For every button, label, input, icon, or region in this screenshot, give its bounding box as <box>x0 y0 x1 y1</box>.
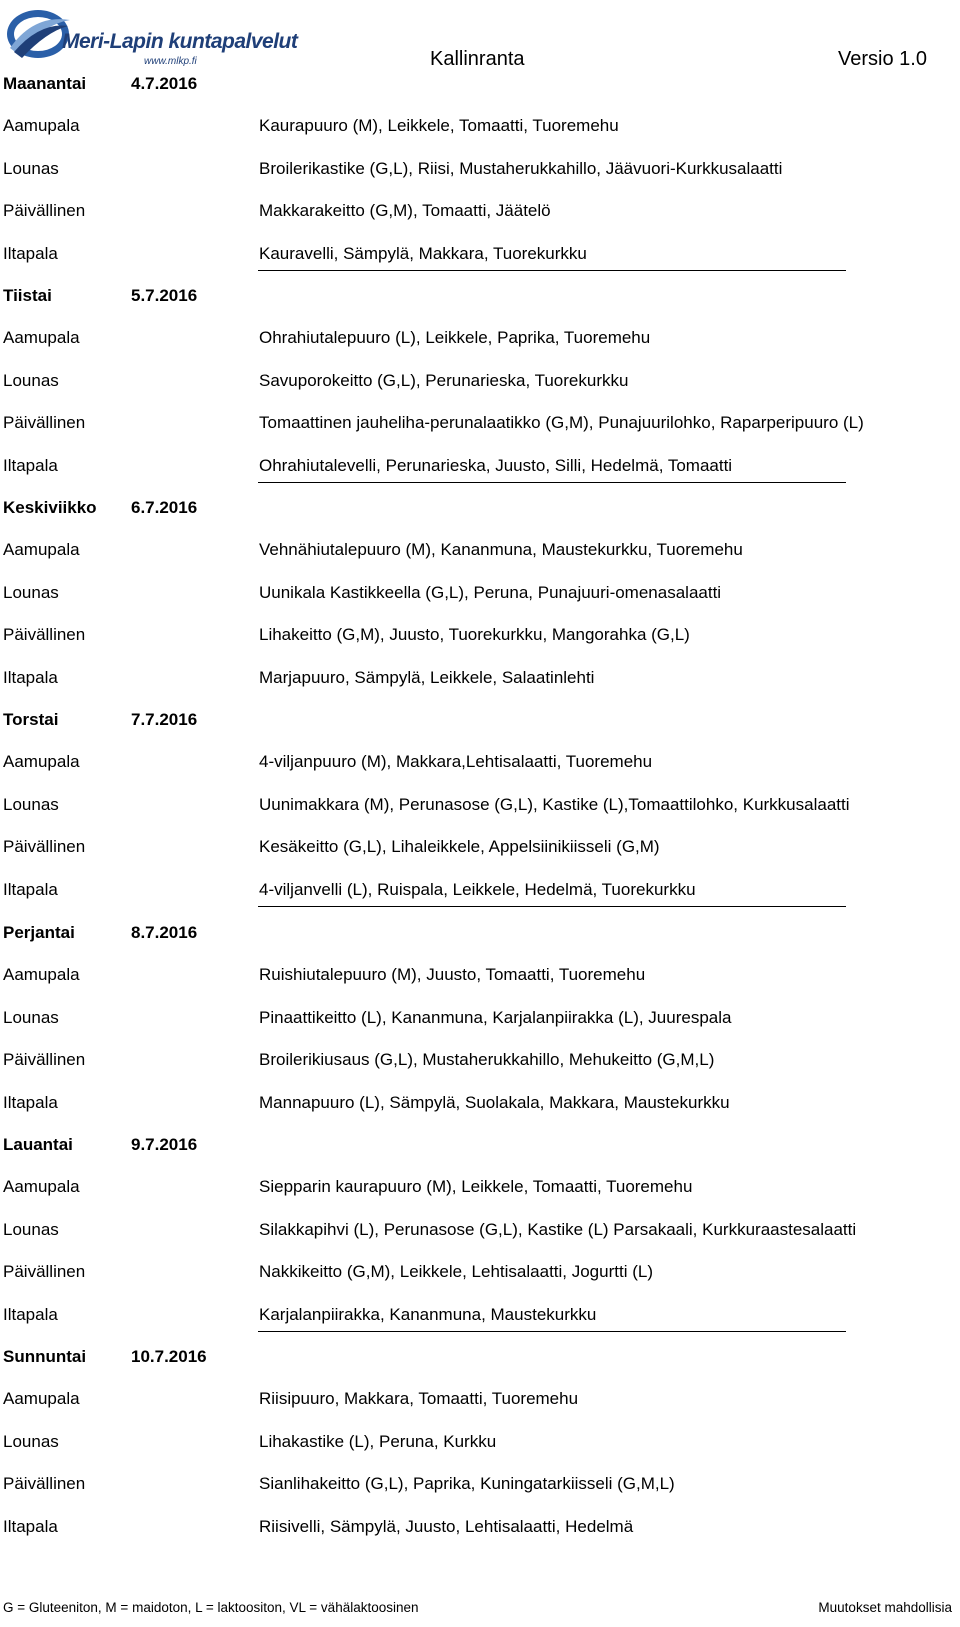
meal-items: Lihakastike (L), Peruna, Kurkku <box>259 1432 497 1451</box>
meal-label: Lounas <box>3 1432 59 1451</box>
location-title: Kallinranta <box>430 48 525 70</box>
logo-url: www.mlkp.fi <box>144 56 197 67</box>
meal-items: Riisipuuro, Makkara, Tomaatti, Tuoremehu <box>259 1389 579 1408</box>
meal-items: Broilerikiusaus (G,L), Mustaherukkahillo, Mehukeitto (G,M,L) <box>259 1050 715 1069</box>
day-divider <box>258 270 846 271</box>
meal-items: 4-viljanpuuro (M), Makkara,Lehtisalaatti, Tuoremehu <box>259 752 653 771</box>
day-divider <box>258 1331 846 1332</box>
meal-items: Marjapuuro, Sämpylä, Leikkele, Salaatinlehti <box>259 668 595 687</box>
day-date: 6.7.2016 <box>131 498 198 517</box>
meal-label: Iltapala <box>3 880 58 899</box>
day-divider <box>258 482 846 483</box>
meal-label: Iltapala <box>3 1517 58 1536</box>
meal-label: Päivällinen <box>3 625 86 644</box>
meal-items: Vehnähiutalepuuro (M), Kananmuna, Maustekurkku, Tuoremehu <box>259 540 743 559</box>
day-date: 10.7.2016 <box>131 1347 207 1366</box>
day-date: 9.7.2016 <box>131 1135 198 1154</box>
day-date: 7.7.2016 <box>131 710 198 729</box>
meal-label: Iltapala <box>3 668 58 687</box>
day-name: Lauantai <box>3 1135 73 1154</box>
logo-text: Meri-Lapin kuntapalvelut <box>62 30 298 53</box>
meal-label: Aamupala <box>3 116 80 135</box>
meal-label: Lounas <box>3 795 59 814</box>
meal-items: Uunimakkara (M), Perunasose (G,L), Kastike (L),Tomaattilohko, Kurkkusalaatti <box>259 795 850 814</box>
meal-items: Ohrahiutalevelli, Perunarieska, Juusto, Silli, Hedelmä, Tomaatti <box>259 456 733 475</box>
meal-label: Päivällinen <box>3 1050 86 1069</box>
version-label: Versio 1.0 <box>838 48 927 70</box>
meal-label: Lounas <box>3 159 59 178</box>
meal-items: Ruishiutalepuuro (M), Juusto, Tomaatti, Tuoremehu <box>259 965 646 984</box>
meal-label: Päivällinen <box>3 1262 86 1281</box>
diet-legend: G = Gluteeniton, M = maidoton, L = laktoositon, VL = vähälaktoosinen <box>3 1600 419 1615</box>
day-date: 4.7.2016 <box>131 74 198 93</box>
meal-label: Iltapala <box>3 456 58 475</box>
meal-items: Siepparin kaurapuuro (M), Leikkele, Tomaatti, Tuoremehu <box>259 1177 693 1196</box>
meal-items: Riisivelli, Sämpylä, Juusto, Lehtisalaatti, Hedelmä <box>259 1517 634 1536</box>
meal-label: Aamupala <box>3 540 80 559</box>
meal-label: Aamupala <box>3 1389 80 1408</box>
meal-label: Lounas <box>3 583 59 602</box>
meal-label: Iltapala <box>3 1093 58 1112</box>
meal-items: Silakkapihvi (L), Perunasose (G,L), Kastike (L) Parsakaali, Kurkkuraastesalaatti <box>259 1220 857 1239</box>
meal-label: Päivällinen <box>3 201 86 220</box>
meal-label: Aamupala <box>3 965 80 984</box>
meal-label: Aamupala <box>3 1177 80 1196</box>
meal-label: Lounas <box>3 371 59 390</box>
meal-label: Iltapala <box>3 1305 58 1324</box>
meal-label: Lounas <box>3 1220 59 1239</box>
meal-items: Savuporokeitto (G,L), Perunarieska, Tuorekurkku <box>259 371 629 390</box>
meal-items: Sianlihakeitto (G,L), Paprika, Kuningatarkiisseli (G,M,L) <box>259 1474 675 1493</box>
meal-label: Päivällinen <box>3 837 86 856</box>
meal-items: Mannapuuro (L), Sämpylä, Suolakala, Makkara, Maustekurkku <box>259 1093 730 1112</box>
meal-label: Päivällinen <box>3 413 86 432</box>
meal-label: Aamupala <box>3 328 80 347</box>
meal-items: Pinaattikeitto (L), Kananmuna, Karjalanpiirakka (L), Juurespala <box>259 1008 732 1027</box>
meal-items: Ohrahiutalepuuro (L), Leikkele, Paprika, Tuoremehu <box>259 328 651 347</box>
day-date: 8.7.2016 <box>131 923 198 942</box>
day-date: 5.7.2016 <box>131 286 198 305</box>
meal-items: Nakkikeitto (G,M), Leikkele, Lehtisalaatti, Jogurtti (L) <box>259 1262 653 1281</box>
meal-label: Lounas <box>3 1008 59 1027</box>
changes-note: Muutokset mahdollisia <box>818 1600 952 1615</box>
meal-items: Lihakeitto (G,M), Juusto, Tuorekurkku, Mangorahka (G,L) <box>259 625 690 644</box>
day-name: Tiistai <box>3 286 52 305</box>
logo <box>4 4 298 67</box>
meal-items: Kauravelli, Sämpylä, Makkara, Tuorekurkku <box>259 244 587 263</box>
meal-items: Uunikala Kastikkeella (G,L), Peruna, Punajuuri-omenasalaatti <box>259 583 722 602</box>
meal-items: Makkarakeitto (G,M), Tomaatti, Jäätelö <box>259 201 551 220</box>
day-name: Sunnuntai <box>3 1347 87 1366</box>
day-name: Torstai <box>3 710 59 729</box>
meal-items: Kaurapuuro (M), Leikkele, Tomaatti, Tuoremehu <box>259 116 619 135</box>
meal-label: Aamupala <box>3 752 80 771</box>
meal-label: Iltapala <box>3 244 58 263</box>
meal-label: Päivällinen <box>3 1474 86 1493</box>
meal-items: Kesäkeitto (G,L), Lihaleikkele, Appelsiinikiisseli (G,M) <box>259 837 660 856</box>
meal-items: Tomaattinen jauheliha-perunalaatikko (G,M), Punajuurilohko, Raparperipuuro (L) <box>259 413 864 432</box>
meal-items: Broilerikastike (G,L), Riisi, Mustaherukkahillo, Jäävuori-Kurkkusalaatti <box>259 159 783 178</box>
day-name: Maanantai <box>3 74 87 93</box>
day-name: Perjantai <box>3 923 75 942</box>
meal-items: Karjalanpiirakka, Kananmuna, Maustekurkku <box>259 1305 597 1324</box>
meal-items: 4-viljanvelli (L), Ruispala, Leikkele, Hedelmä, Tuorekurkku <box>259 880 696 899</box>
day-name: Keskiviikko <box>3 498 97 517</box>
day-divider <box>258 906 846 907</box>
